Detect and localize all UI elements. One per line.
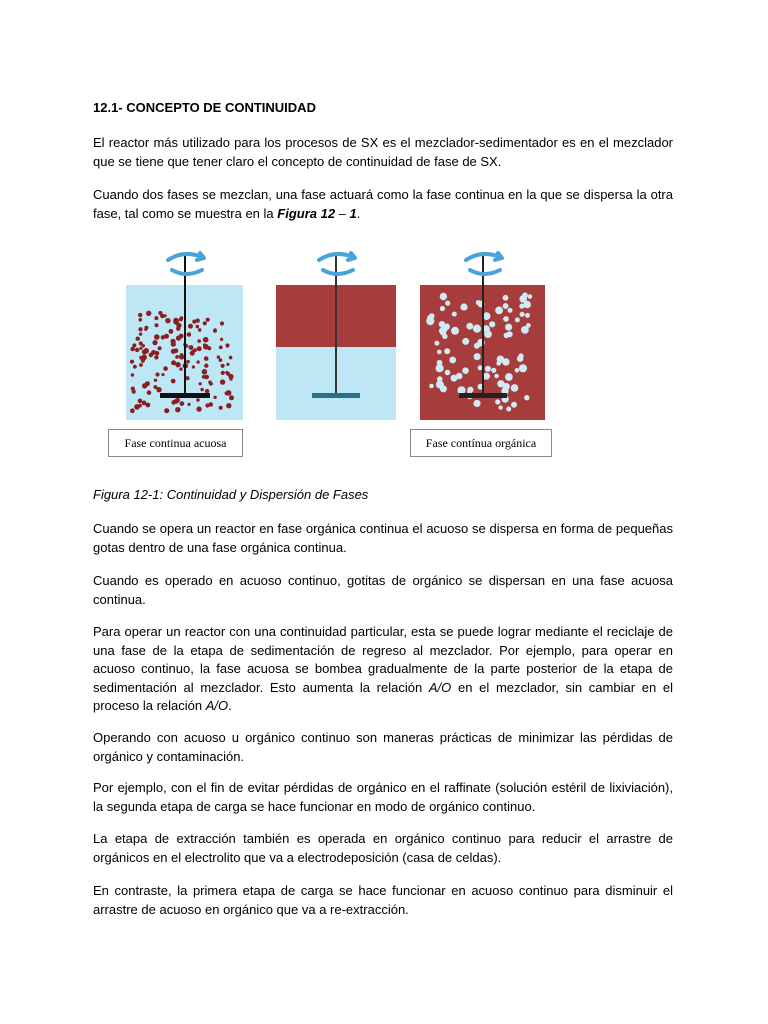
period: .: [356, 205, 361, 221]
droplet: [503, 295, 509, 301]
droplet: [163, 366, 168, 371]
droplet: [229, 395, 234, 400]
droplet: [485, 326, 490, 331]
droplet: [515, 317, 520, 322]
droplet: [484, 330, 492, 338]
droplet: [466, 323, 473, 330]
droplet: [136, 337, 140, 341]
droplet: [153, 385, 157, 389]
paragraph-minimize-losses: Operando con acuoso u orgánico continuo son maneras prácticas de minimizar las pérdidas de orgánico y contaminación.: [93, 730, 673, 764]
droplet: [139, 363, 143, 367]
droplet: [154, 334, 160, 340]
droplet: [203, 337, 209, 343]
droplet: [485, 366, 491, 372]
reactor-organic-continuous: [420, 253, 545, 420]
figure-reference: Figura 12: [277, 205, 336, 221]
droplet: [187, 332, 192, 337]
droplet: [139, 356, 143, 360]
droplet: [460, 303, 467, 310]
droplet: [193, 348, 197, 352]
paragraph-reactor: El reactor más utilizado para los procesos de SX es el mezclador-sedimentador es en el mezclador que se tiene que tener claro el concepto de continuidad de fase de SX.: [93, 135, 673, 169]
droplet: [175, 355, 179, 359]
droplet: [206, 318, 210, 322]
droplet: [498, 405, 502, 409]
droplet: [217, 355, 220, 358]
droplet: [204, 364, 208, 368]
droplet: [144, 326, 148, 330]
paragraph-text: Para operar un reactor con una continuidad particular, esta se puede lograr mediante el reciclaje de una fase de la etapa de sedimentación de regreso al mezclador. Por ejemplo, para operar en acuoso continuo, la fase acuosa se bombea gradualmente de la parte posterior de la etapa de sedimentación al mezclador. Esto aumenta la relación: [93, 624, 673, 695]
impeller-blade: [160, 393, 210, 398]
droplet: [192, 320, 196, 324]
droplet: [229, 356, 233, 360]
paragraph-text: Cuando dos fases se mezclan, una fase actuará como la fase continua en la que se dispersa la otra fase, tal como se muestra en la: [93, 187, 673, 221]
droplet: [198, 328, 202, 332]
period: .: [228, 698, 232, 713]
droplet: [226, 363, 229, 366]
droplet: [478, 365, 483, 370]
droplet: [229, 377, 232, 380]
droplet: [520, 312, 525, 317]
ratio-term: A/O: [428, 679, 452, 695]
impeller-blade: [312, 393, 360, 398]
droplet: [440, 306, 445, 311]
droplet: [511, 402, 517, 408]
figure-caption: Figura 12-1: Continuidad y Dispersión de Fases: [93, 487, 369, 502]
paragraph-recycling: [93, 623, 673, 716]
droplet: [147, 390, 152, 395]
droplet: [130, 347, 135, 352]
droplet: [503, 303, 509, 309]
droplet: [208, 381, 212, 385]
droplet: [221, 371, 225, 375]
droplet: [154, 379, 157, 382]
droplet: [173, 318, 179, 324]
droplet: [146, 311, 151, 316]
droplet: [434, 341, 439, 346]
droplet: [146, 403, 151, 408]
droplet: [153, 350, 156, 353]
droplet: [196, 406, 201, 411]
paragraph-extraction: La etapa de extracción también es operada en orgánico continuo para reducir el arrastre de orgánicos en el electrolito que va a electrodeposición (casa de celdas).: [93, 831, 673, 865]
droplet: [130, 360, 134, 364]
droplet: [445, 370, 451, 376]
label-aqueous-continuous: Fase continua acuosa: [108, 429, 243, 457]
droplet: [205, 403, 209, 407]
dash: –: [335, 205, 350, 221]
droplet: [203, 321, 207, 325]
droplet: [444, 348, 450, 354]
droplet: [462, 338, 469, 345]
droplet: [176, 336, 181, 341]
droplet: [436, 364, 444, 372]
droplet: [196, 360, 199, 363]
droplet: [515, 368, 520, 373]
droplet: [473, 400, 480, 407]
droplet: [204, 356, 209, 361]
droplet: [197, 346, 202, 351]
paragraph-text: en el mezclador, sin cambiar en el proceso la relación: [93, 679, 673, 713]
droplet: [525, 313, 530, 318]
droplet: [142, 383, 147, 388]
droplet: [188, 324, 193, 329]
droplet: [187, 403, 190, 406]
droplet: [495, 399, 500, 404]
droplet: [437, 350, 442, 355]
droplet: [526, 323, 531, 328]
droplet: [161, 373, 164, 376]
paragraph-raffinate: Por ejemplo, con el fin de evitar pérdidas de orgánico en el raffinate (solución estéril de lixiviación), la segunda etapa de carga se hace funcionar en modo de orgánico continuo.: [93, 780, 673, 814]
droplet: [192, 365, 195, 368]
droplet: [504, 333, 510, 339]
droplet: [139, 332, 142, 335]
droplet: [202, 375, 206, 379]
droplet: [517, 356, 523, 362]
droplet: [135, 348, 139, 352]
droplet: [219, 346, 223, 350]
droplet: [426, 317, 434, 325]
droplet: [155, 323, 159, 327]
droplet: [164, 314, 167, 317]
droplet: [496, 361, 501, 366]
droplet: [143, 348, 149, 354]
droplet: [171, 349, 176, 354]
droplet: [505, 324, 512, 331]
droplet: [158, 311, 162, 315]
droplet: [506, 407, 511, 412]
droplet: [225, 371, 228, 374]
impeller-blade: [459, 393, 507, 398]
droplet: [130, 408, 135, 413]
droplet: [199, 382, 202, 385]
droplet: [138, 327, 142, 331]
droplet: [474, 353, 481, 360]
droplet: [186, 360, 190, 364]
droplet: [133, 365, 137, 369]
droplet: [226, 403, 231, 408]
droplet: [142, 344, 145, 347]
section-heading: 12.1- CONCEPTO DE CONTINUIDAD: [93, 100, 316, 115]
ratio-term: A/O: [205, 698, 229, 713]
droplet: [179, 367, 182, 370]
droplet: [196, 398, 200, 402]
droplet: [156, 387, 161, 392]
droplet: [519, 364, 527, 372]
label-organic-continuous: Fase contínua orgánica: [410, 429, 552, 457]
droplet: [491, 368, 496, 373]
droplet: [442, 334, 447, 339]
droplet: [494, 374, 499, 379]
droplet: [476, 300, 481, 305]
droplet: [213, 329, 217, 333]
droplet: [185, 376, 189, 380]
droplet: [202, 369, 208, 375]
droplet: [153, 341, 157, 345]
paragraph-organic-continuous: Cuando se opera un reactor en fase orgánica continua el acuoso se dispersa en forma de pequeñas gotas dentro de una fase orgánica continua.: [93, 521, 673, 555]
droplet: [200, 388, 203, 391]
droplet: [226, 390, 232, 396]
droplet: [524, 395, 529, 400]
droplet: [197, 339, 201, 343]
droplet: [171, 342, 176, 347]
droplet: [132, 390, 136, 394]
droplet: [138, 399, 143, 404]
droplet: [429, 384, 434, 389]
figure-illustration: [108, 245, 548, 460]
droplet: [451, 327, 459, 335]
droplet: [505, 373, 513, 381]
droplet: [528, 294, 533, 299]
droplet: [138, 404, 142, 408]
droplet: [495, 307, 503, 315]
droplet: [436, 381, 444, 389]
phase-continuity-figure: [108, 245, 548, 460]
droplet: [508, 308, 513, 313]
droplet: [519, 295, 527, 303]
droplet: [220, 338, 223, 341]
droplet: [165, 318, 170, 323]
droplet: [175, 362, 180, 367]
droplet: [155, 372, 159, 376]
droplet: [449, 357, 456, 364]
droplet: [171, 400, 176, 405]
droplet: [180, 401, 185, 406]
droplet: [462, 367, 469, 374]
droplet: [154, 355, 158, 359]
droplet: [139, 347, 142, 350]
droplet: [440, 293, 447, 300]
droplet: [164, 408, 169, 413]
droplet: [511, 384, 519, 392]
droplet: [131, 373, 134, 376]
droplet: [225, 343, 229, 347]
droplet: [503, 316, 509, 322]
paragraph-first-stage: En contraste, la primera etapa de carga se hace funcionar en acuoso continuo para disminuir el arrastre de acuoso en orgánico que va a re-extracción.: [93, 883, 673, 917]
droplet: [219, 358, 223, 362]
reactor-separated-phases: [276, 253, 396, 420]
figure-reference-number: 1: [349, 205, 357, 221]
droplet: [139, 318, 143, 322]
droplet: [213, 396, 216, 399]
droplet: [158, 346, 162, 350]
droplet: [220, 321, 224, 325]
droplet: [497, 380, 504, 387]
paragraph-phases: [93, 186, 673, 223]
droplet: [176, 327, 180, 331]
droplet: [179, 355, 184, 360]
droplet: [154, 316, 158, 320]
droplet: [176, 398, 179, 401]
droplet: [169, 329, 174, 334]
droplet: [219, 406, 223, 410]
paragraph-aqueous-continuous: Cuando es operado en acuoso continuo, gotitas de orgánico se dispersan en una fase acuosa continua.: [93, 573, 673, 607]
droplet: [221, 364, 225, 368]
droplet: [175, 407, 180, 412]
droplet: [473, 325, 481, 333]
reactor-aqueous-continuous: [126, 253, 243, 420]
droplet: [171, 379, 176, 384]
droplet: [467, 387, 473, 393]
droplet: [445, 301, 450, 306]
droplet: [203, 343, 206, 346]
droplet: [452, 312, 457, 317]
droplet: [489, 321, 495, 327]
droplet: [220, 379, 225, 384]
droplet: [161, 335, 165, 339]
droplet: [179, 317, 183, 321]
droplet: [138, 313, 142, 317]
droplet: [441, 326, 448, 333]
droplet: [205, 389, 209, 393]
droplet: [196, 325, 200, 329]
droplet: [456, 373, 463, 380]
droplet: [189, 345, 194, 350]
